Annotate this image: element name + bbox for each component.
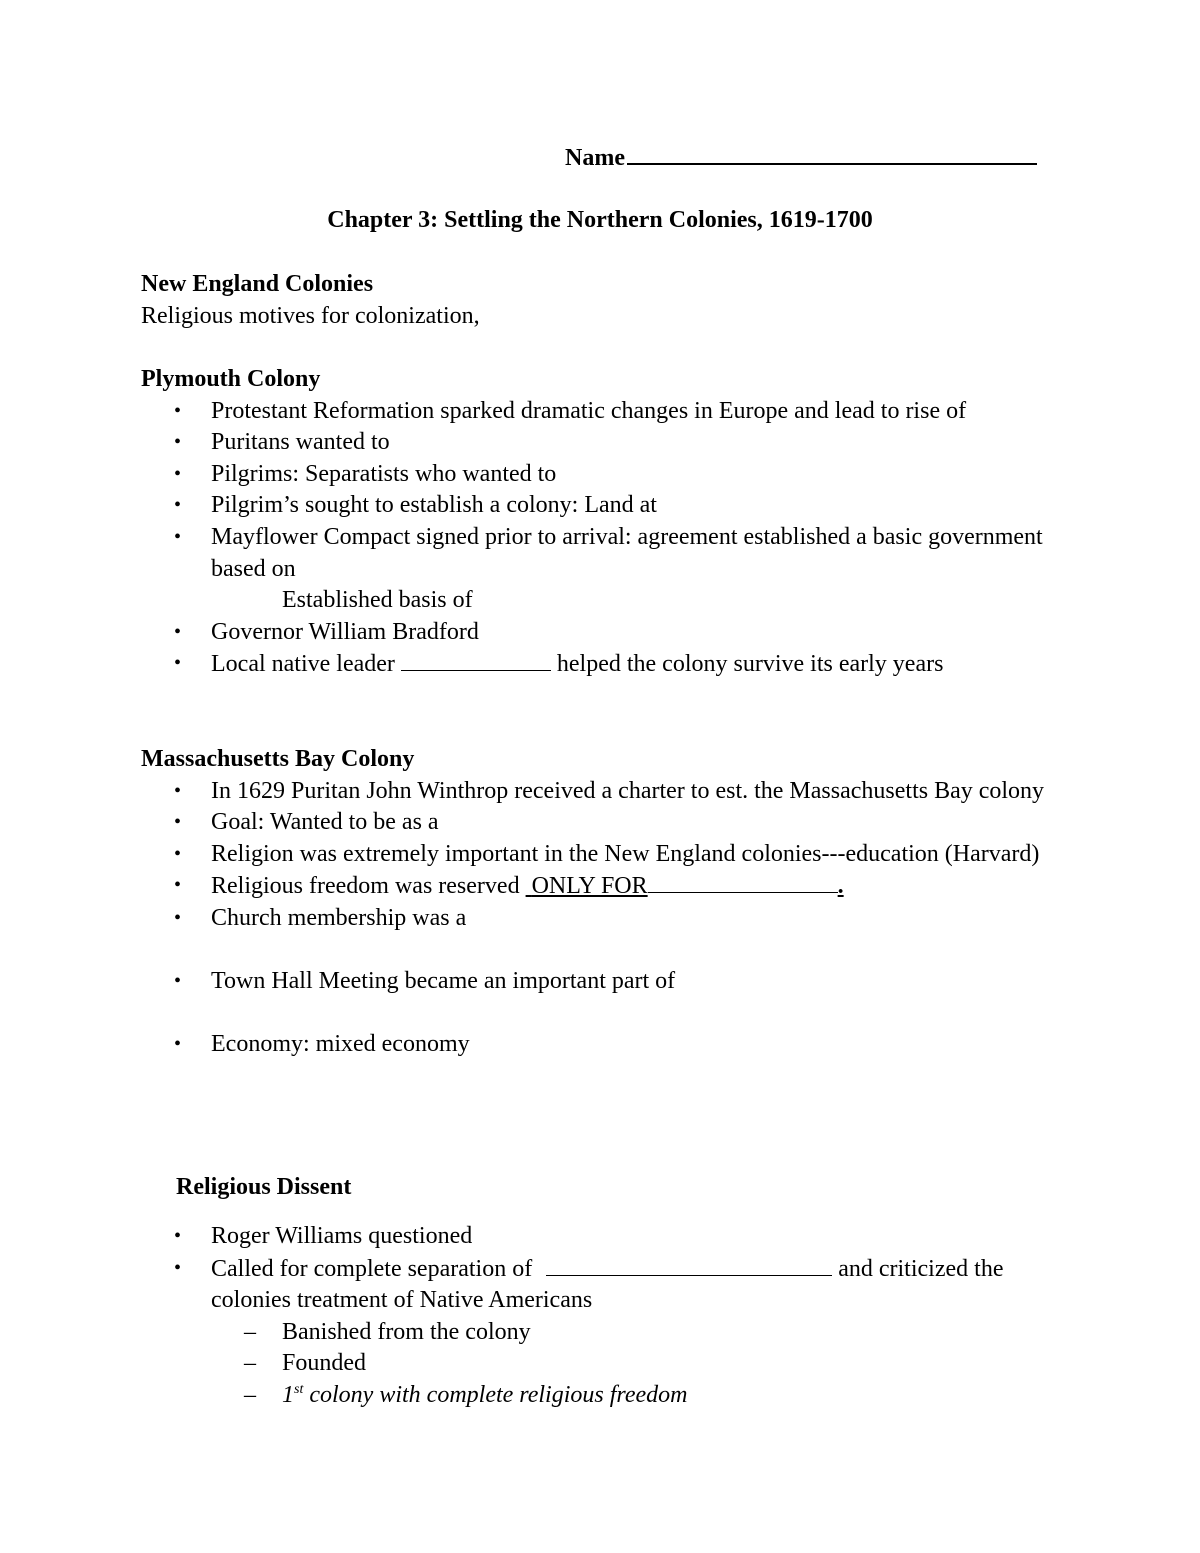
- massachusetts-town-hall-text: Town Hall Meeting became an important part of: [211, 968, 676, 995]
- section-massachusetts: [141, 744, 1101, 1061]
- bullet-icon: •: [174, 1225, 182, 1247]
- massachusetts-item-text: In 1629 Puritan John Winthrop received a charter to est. the Massachusetts Bay colony: [211, 777, 1045, 804]
- list-item: [141, 966, 1101, 998]
- spacer: [141, 998, 1101, 1030]
- local-leader-blank[interactable]: [401, 648, 551, 671]
- list-item: [141, 870, 1101, 903]
- bullet-icon: •: [174, 620, 182, 643]
- spacer: [141, 935, 1101, 967]
- list-item: [141, 1253, 1051, 1317]
- dash-icon: –: [244, 1318, 256, 1345]
- ordinal-suffix: st: [294, 1381, 304, 1397]
- massachusetts-item-text: Goal: Wanted to be as a: [211, 809, 439, 836]
- massachusetts-economy-text: Economy: mixed economy: [211, 1031, 470, 1058]
- bullet-icon: •: [174, 462, 182, 485]
- plymouth-item-text: Pilgrims: Separatists who wanted to: [211, 460, 557, 487]
- freedom-underlined: [526, 873, 648, 899]
- dissent-sub-text-italic: [282, 1382, 687, 1408]
- list-item: [141, 490, 1101, 522]
- bullet-icon: •: [174, 431, 182, 454]
- freedom-only-for: ONLY FOR: [531, 873, 648, 900]
- massachusetts-list: [141, 776, 1101, 1061]
- list-item: [141, 776, 1061, 808]
- bullet-icon: •: [174, 1033, 182, 1056]
- list-item: [141, 427, 1101, 459]
- bullet-icon: •: [174, 906, 182, 929]
- heading-plymouth: Plymouth Colony: [141, 366, 321, 392]
- bullet-icon: •: [174, 970, 182, 993]
- massachusetts-church-text: Church membership was a: [211, 904, 467, 931]
- separation-before: Called for complete separation of: [211, 1255, 533, 1282]
- dissent-sub-text: Banished from the colony: [282, 1318, 531, 1345]
- bullet-icon: •: [174, 779, 182, 802]
- dissent-list: [141, 1221, 1101, 1317]
- list-item: [141, 1221, 1101, 1253]
- bullet-icon: •: [174, 1256, 182, 1279]
- plymouth-item-text: Mayflower Compact signed prior to arrival: agreement established a basic government based on: [211, 523, 1043, 582]
- plymouth-item-text: Governor William Bradford: [211, 618, 479, 645]
- sub-list-item: [141, 1317, 1101, 1349]
- bullet-icon: •: [174, 874, 182, 897]
- separation-blank[interactable]: [546, 1253, 832, 1276]
- list-item: [141, 648, 1101, 681]
- freedom-before: Religious freedom was reserved: [211, 873, 520, 900]
- bullet-icon: •: [174, 842, 182, 865]
- plymouth-item-text: Puritans wanted to: [211, 429, 390, 456]
- dash-icon: –: [244, 1350, 256, 1377]
- section-plymouth: [141, 364, 1101, 681]
- list-item: [141, 522, 1051, 617]
- section-dissent: [141, 1221, 1101, 1412]
- bullet-icon: •: [174, 525, 182, 548]
- list-item: [141, 903, 1101, 935]
- bullet-icon: •: [174, 811, 182, 834]
- section-new-england: [141, 269, 1101, 332]
- freedom-blank[interactable]: [648, 870, 838, 893]
- name-blank-line[interactable]: [627, 141, 1037, 165]
- massachusetts-item-text: Religion was extremely important in the New England colonies---education (Harvard): [211, 840, 1040, 867]
- section-dissent-heading-wrap: [176, 1172, 1136, 1204]
- dash-icon: –: [244, 1381, 256, 1408]
- bullet-icon: •: [174, 399, 182, 422]
- list-item: [141, 459, 1101, 491]
- list-item: [141, 617, 1101, 649]
- mayflower-sub-text: Established basis of: [282, 587, 473, 614]
- dissent-sub-text: Founded: [282, 1350, 366, 1377]
- page-title: Chapter 3: Settling the Northern Colonies, 1619-1700: [327, 207, 873, 233]
- dissent-item-text: Roger Williams questioned: [211, 1223, 473, 1249]
- heading-massachusetts: Massachusetts Bay Colony: [141, 746, 415, 772]
- list-item: [141, 839, 1071, 871]
- first-colony-text: colony with complete religious freedom: [303, 1381, 688, 1408]
- ordinal-number: 1: [282, 1381, 294, 1408]
- list-item: [141, 1029, 1101, 1061]
- new-england-text: Religious motives for colonization,: [141, 302, 480, 329]
- name-label: Name: [565, 145, 625, 171]
- heading-new-england: New England Colonies: [141, 271, 374, 297]
- plymouth-list: [141, 396, 1101, 681]
- bullet-icon: •: [174, 652, 182, 675]
- sub-list-item: [141, 1348, 1101, 1380]
- local-leader-after: helped the colony survive its early years: [556, 651, 944, 678]
- list-item: [141, 807, 1101, 839]
- plymouth-item-text: Pilgrim’s sought to establish a colony: Land at: [211, 492, 657, 519]
- name-field: [565, 141, 1037, 175]
- dissent-sub-list: [141, 1317, 1101, 1412]
- separation-after: and criticized the colonies treatment of Native Americans: [211, 1255, 1004, 1314]
- bullet-icon: •: [174, 494, 182, 517]
- local-leader-before: Local native leader: [211, 651, 395, 678]
- freedom-period: .: [837, 873, 844, 900]
- heading-religious-dissent: Religious Dissent: [176, 1174, 352, 1200]
- plymouth-item-text: Protestant Reformation sparked dramatic changes in Europe and lead to rise of: [211, 397, 967, 424]
- list-item: [141, 396, 1031, 428]
- sub-list-item: [141, 1380, 1101, 1412]
